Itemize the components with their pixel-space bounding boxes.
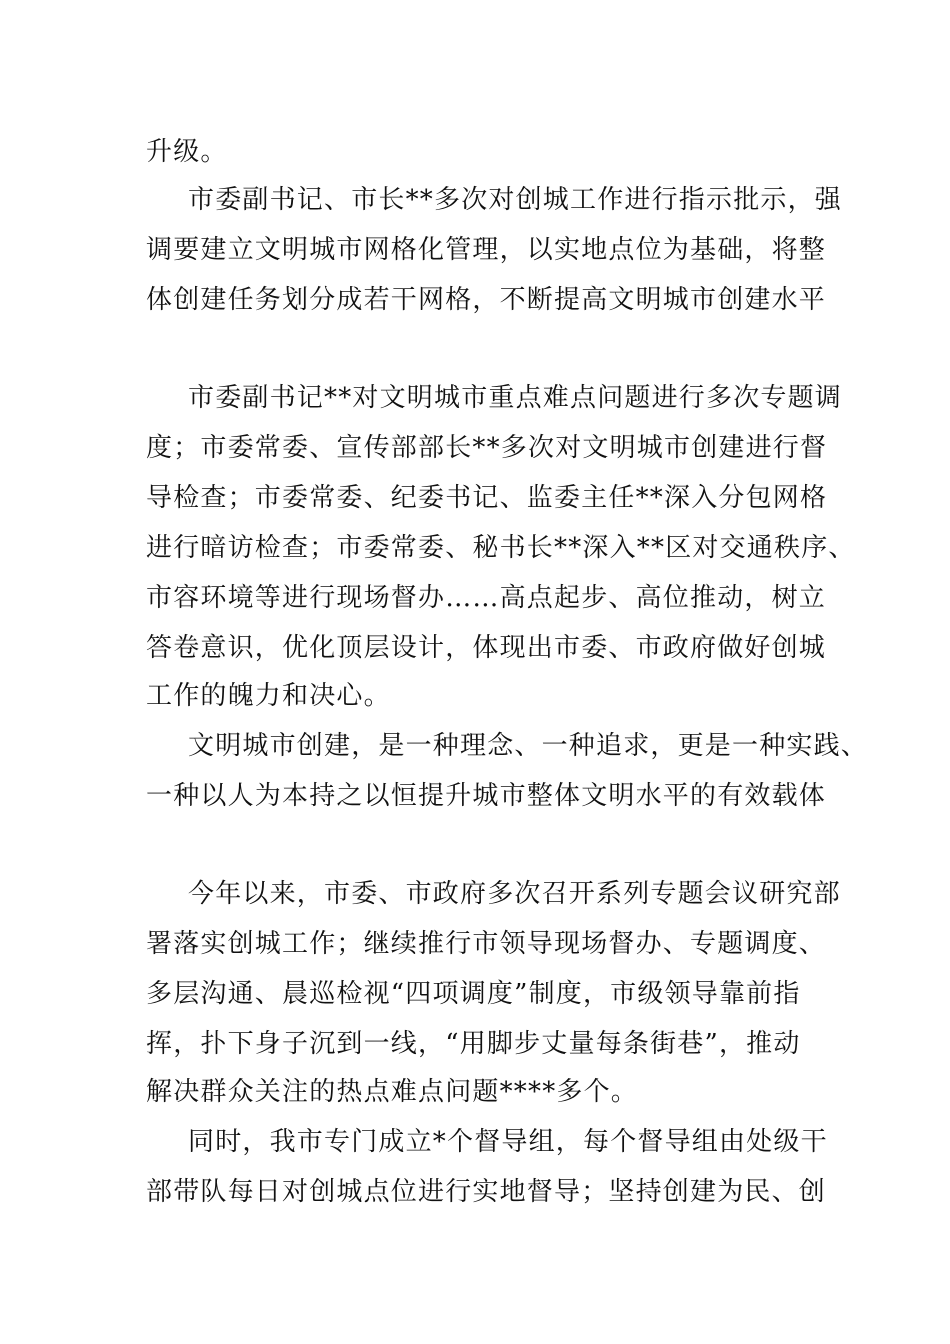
text-line: 进行暗访检查；市委常委、秘书长**深入**区对交通秩序、: [146, 533, 856, 563]
text-line: 体创建任务划分成若干网格，不断提高文明城市创建水平: [146, 285, 827, 315]
text-line: 解决群众关注的热点难点问题****多个。: [146, 1077, 639, 1107]
paragraph-start-line: 同时，我市专门成立*个督导组，每个督导组由处级干: [188, 1127, 828, 1157]
paragraph-start-line: 今年以来，市委、市政府多次召开系列专题会议研究部: [188, 879, 841, 909]
text-line: 答卷意识，优化顶层设计，体现出市委、市政府做好创城: [146, 633, 827, 663]
text-line: 度；市委常委、宣传部部长**多次对文明城市创建进行督: [146, 433, 828, 463]
text-line: 市容环境等进行现场督办……高点起步、高位推动，树立: [146, 583, 827, 613]
text-line: 导检查；市委常委、纪委书记、监委主任**深入分包网格: [146, 483, 828, 513]
paragraph-start-line: 市委副书记**对文明城市重点难点问题进行多次专题调: [188, 383, 843, 413]
text-line: 工作的魄力和决心。: [146, 681, 391, 711]
text-line: 一种以人为本持之以恒提升城市整体文明水平的有效载体: [146, 781, 827, 811]
text-line: 升级。: [146, 137, 228, 167]
text-line: 多层沟通、晨巡检视“四项调度”制度，市级领导靠前指: [146, 979, 801, 1009]
text-line: 部带队每日对创城点位进行实地督导；坚持创建为民、创: [146, 1177, 827, 1207]
text-line: 挥，扑下身子沉到一线，“用脚步丈量每条街巷”，推动: [146, 1029, 801, 1059]
paragraph-start-line: 市委副书记、市长**多次对创城工作进行指示批示，强: [188, 185, 843, 215]
text-line: 调要建立文明城市网格化管理，以实地点位为基础，将整: [146, 235, 827, 265]
text-line: 署落实创城工作；继续推行市领导现场督办、专题调度、: [146, 929, 827, 959]
paragraph-start-line: 文明城市创建，是一种理念、一种追求，更是一种实践、: [188, 731, 869, 761]
